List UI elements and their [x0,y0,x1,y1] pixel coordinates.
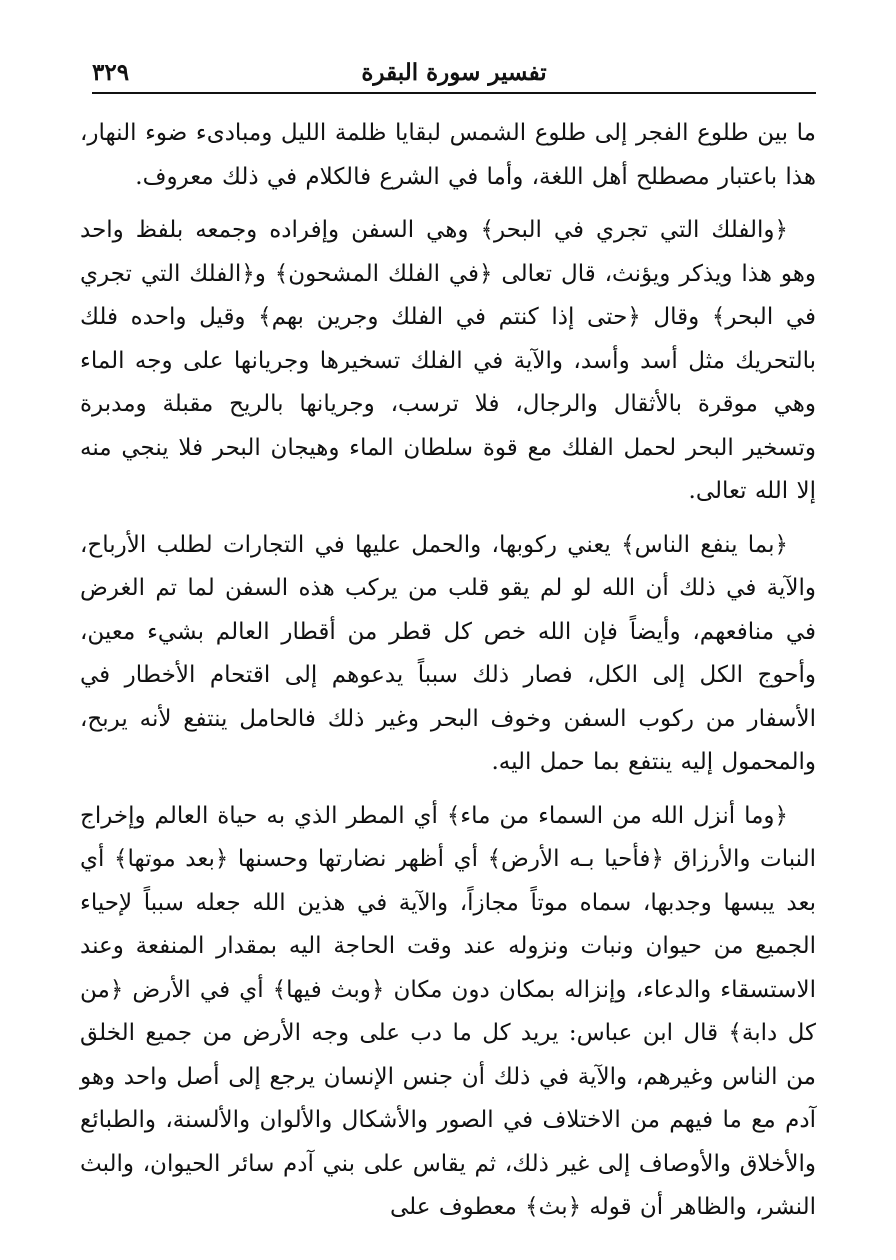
page-title: تفسير سورة البقرة [361,59,547,86]
page-number: ٣٢٩ [92,59,130,86]
running-header [92,56,816,94]
paragraph: ﴿بما ينفع الناس﴾ يعني ركوبها، والحمل عليها في التجارات لطلب الأرباح، والآية في ذلك أن الله لو لم يقو قلب من يركب هذه السفن لما تم الغرض في منافعهم، وأيضاً فإن الله خص كل قطر من أقطار العالم بشيء معين، وأحوج الكل إلى الكل، فصار ذلك سبباً يدعوهم إلى اقتحام الأخطار في الأسفار من ركوب السفن وخوف البحر وغير ذلك فالحامل ينتفع لأنه يربح، والمحمول إليه ينتفع بما حمل اليه. [80,531,816,775]
paragraph: ما بين طلوع الفجر إلى طلوع الشمس لبقايا ظلمة الليل ومبادىء ضوء النهار، هذا باعتبار مصطلح أهل اللغة، وأما في الشرع فالكلام في ذلك معروف. [80,120,816,190]
body-text [80,112,816,1240]
paragraph: ﴿والفلك التي تجري في البحر﴾ وهي السفن وإفراده وجمعه بلفظ واحد وهو هذا ويذكر ويؤنث، قال تعالى ﴿في الفلك المشحون﴾ و﴿الفلك التي تجري في البحر﴾ وقال ﴿حتى إذا كنتم في الفلك وجرين بهم﴾ وقيل واحده فلك بالتحريك مثل أسد وأسد، والآية في الفلك تسخيرها وجريانها على وجه الماء وهي موقرة بالأثقال والرجال، فلا ترسب، وجريانها بالريح مقبلة ومدبرة وتسخير البحر لحمل الفلك مع قوة سلطان الماء وهيجان البحر فلا ينجي منه إلا الله تعالى. [80,217,816,504]
paragraph: ﴿وما أنزل الله من السماء من ماء﴾ أي المطر الذي به حياة العالم وإخراج النبات والأرزاق ﴿فأحيا بـه الأرض﴾ أي أظهر نضارتها وحسنها ﴿بعد موتها﴾ أي بعد يبسها وجدبها، سماه موتاً مجازاً، والآية في هذين الله جعله سبباً لإحياء الجميع من حيوان ونبات ونزوله عند وقت الحاجة اليه بمقدار المنفعة وعند الاستسقاء والدعاء، وإنزاله بمكان دون مكان ﴿وبث فيها﴾ أي في الأرض ﴿من كل دابة﴾ قال ابن عباس: يريد كل ما دب على وجه الأرض من جميع الخلق من الناس وغيرهم، والآية في ذلك أن جنس الإنسان يرجع إلى أصل واحد وهو آدم مع ما فيهم من الاختلاف في الصور والأشكال والألوان والألسنة، والطبائع والأخلاق والأوصاف إلى غير ذلك، ثم يقاس على بني آدم سائر الحيوان، والبث النشر، والظاهر أن قوله ﴿بث﴾ معطوف على [80,802,816,1220]
